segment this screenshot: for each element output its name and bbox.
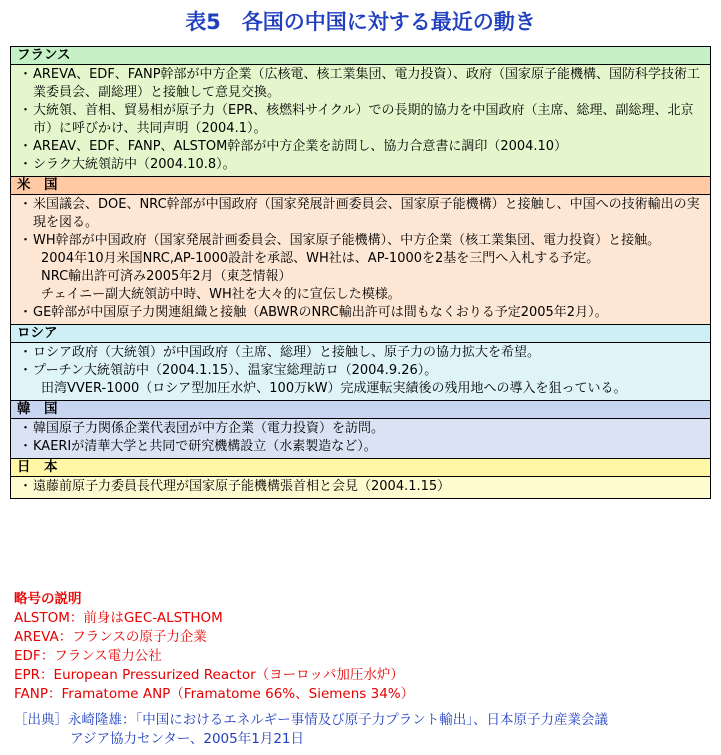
bullet-marker: ・ <box>19 67 33 82</box>
abbreviation-line: EPR：European Pressurized Reactor（ヨーロッパ加圧水炉） <box>14 667 404 683</box>
note-line: 田湾VVER-1000（ロシア型加圧水炉、100万kW）完成運転実績後の残用地への導入を狙っている。 <box>41 381 627 396</box>
list-item <box>19 362 702 380</box>
list-item <box>19 344 702 362</box>
bullet-marker: ・ <box>19 139 33 154</box>
section-body-russia <box>11 343 710 401</box>
list-item <box>19 232 702 250</box>
section-body-korea <box>11 419 710 459</box>
page-title: 表5 各国の中国に対する最近の動き <box>185 10 536 34</box>
list-item-text: GE幹部が中国原子力関連組織と接触（ABWRのNRC輸出許可は間もなくおりる予定2005年2月）。 <box>33 305 608 320</box>
list-item <box>19 438 702 456</box>
bullet-marker: ・ <box>19 305 33 320</box>
list-item-text: ロシア政府（大統領）が中国政府（主席、総理）と接触し、原子力の協力拡大を希望。 <box>33 345 541 360</box>
bullet-marker: ・ <box>19 479 33 494</box>
note-line: NRC輸出許可済み2005年2月（東芝情報） <box>41 269 292 284</box>
list-item <box>19 420 702 438</box>
source-citation <box>14 711 608 749</box>
list-item-text: プーチン大統領訪中（2004.1.15）、温家宝総理訪ロ（2004.9.26）。 <box>33 363 438 378</box>
source-line-2: アジア協力センター、2005年1月21日 <box>70 731 305 747</box>
bullet-marker: ・ <box>19 363 33 378</box>
list-item-text: シラク大統領訪中（2004.10.8）。 <box>33 157 236 172</box>
list-item <box>19 478 702 496</box>
list-item <box>19 66 702 102</box>
bullet-marker: ・ <box>19 197 33 212</box>
section-body-us <box>11 195 710 325</box>
section-heading-japan: 日 本 <box>11 459 710 477</box>
list-item-text: 韓国原子力関係企業代表団が中方企業（電力投資）を訪問。 <box>33 421 385 436</box>
section-heading-france: フランス <box>11 47 710 65</box>
section-heading-korea: 韓 国 <box>11 401 710 419</box>
abbreviations-title: 略号の説明 <box>14 591 82 607</box>
bullet-marker: ・ <box>19 421 33 436</box>
list-item <box>19 138 702 156</box>
section-heading-russia: ロシア <box>11 325 710 343</box>
bullet-marker: ・ <box>19 157 33 172</box>
list-item <box>19 156 702 174</box>
bullet-marker: ・ <box>19 345 33 360</box>
list-item-text: WH幹部が中国政府（国家発展計画委員会、国家原子能機構）、中方企業（核工業集団、電力投資）と接触。 <box>33 233 661 248</box>
list-item <box>19 304 702 322</box>
list-item-text: AREAV、EDF、FANP、ALSTOM幹部が中方企業を訪問し、協力合意書に調印（2004.10） <box>33 139 568 154</box>
section-heading-us: 米 国 <box>11 177 710 195</box>
note-line: チェイニー副大統領訪中時、WH社を大々的に宣伝した模様。 <box>41 287 401 302</box>
list-item <box>19 102 702 138</box>
bullet-marker: ・ <box>19 103 33 118</box>
list-item-text: 米国議会、DOE、NRC幹部が中国政府（国家発展計画委員会、国家原子能機構）と接触し、中国への技術輸出の実現を図る。 <box>33 197 700 230</box>
abbreviations-block <box>14 590 414 704</box>
bullet-marker: ・ <box>19 439 33 454</box>
country-table <box>10 46 711 499</box>
section-body-france <box>11 65 710 177</box>
abbreviation-line: AREVA：フランスの原子力企業 <box>14 629 207 645</box>
abbreviation-line: FANP：Framatome ANP（Framatome 66%、Siemens 34%） <box>14 686 415 702</box>
list-item-text: AREVA、EDF、FANP幹部が中方企業（広核電、核工業集団、電力投資）、政府（国家原子能機構、国防科学技術工業委員会、副総理）と接触して意見交換。 <box>33 67 701 100</box>
abbreviation-line: EDF：フランス電力公社 <box>14 648 162 664</box>
note-line: 2004年10月米国NRC,AP-1000設計を承認、WH社は、AP-1000を2基を三門へ入札する予定。 <box>41 251 600 266</box>
abbreviation-line: ALSTOM：前身はGEC-ALSTHOM <box>14 610 223 626</box>
section-body-japan <box>11 477 710 498</box>
source-line-1: ［出典］永崎隆雄：「中国におけるエネルギー事情及び原子力プラント輸出」、日本原子力産業会議 <box>14 712 608 728</box>
list-item <box>19 196 702 232</box>
list-item-text: 大統領、首相、貿易相が原子力（EPR、核燃料サイクル）での長期的協力を中国政府（主席、総理、副総理、北京市）に呼びかけ、共同声明（2004.1）。 <box>33 103 694 136</box>
list-item-text: 遠藤前原子力委員長代理が国家原子能機構張首相と会見（2004.1.15） <box>33 479 451 494</box>
bullet-marker: ・ <box>19 233 33 248</box>
list-item-text: KAERIが清華大学と共同で研究機構設立（水素製造など）。 <box>33 439 377 454</box>
